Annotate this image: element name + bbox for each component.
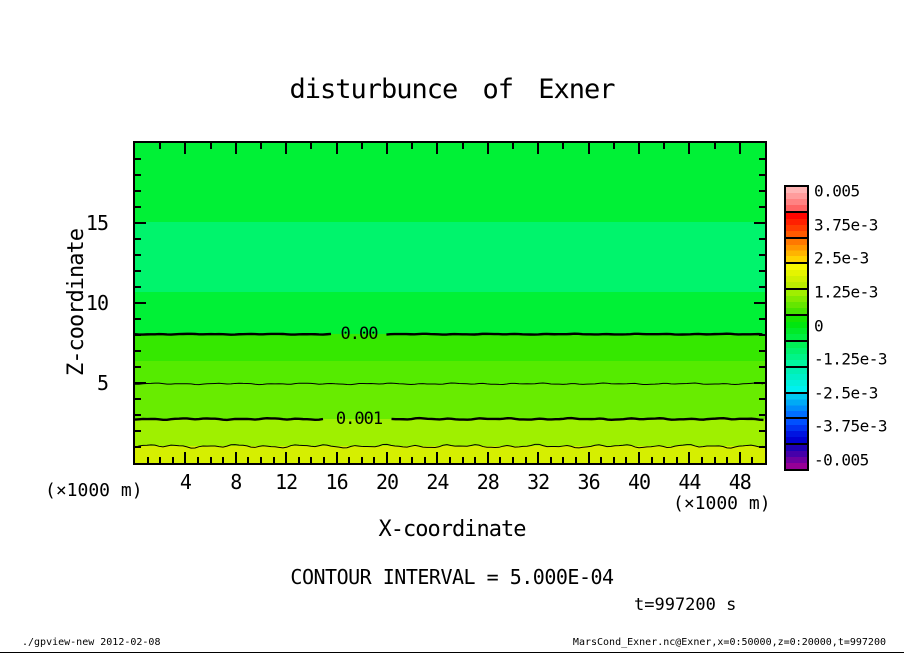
axis-tick — [651, 457, 653, 463]
axis-tick — [235, 143, 237, 154]
x-tick-label: 20 — [375, 470, 399, 494]
axis-tick — [613, 143, 615, 149]
x-axis-unit-right: (×1000 m) — [673, 493, 771, 514]
x-tick-label: 24 — [426, 470, 449, 494]
x-axis-unit-left: (×1000 m) — [45, 480, 143, 501]
colorbar-cell — [786, 316, 807, 342]
axis-tick — [759, 366, 765, 368]
colorbar-cell — [786, 342, 807, 368]
contour-interval-text: CONTOUR INTERVAL = 5.000E-04 — [290, 565, 614, 589]
axis-tick — [739, 452, 741, 463]
axis-tick — [285, 452, 287, 463]
colorbar-tick-label: 0.005 — [814, 181, 860, 201]
axis-tick — [754, 382, 765, 384]
axis-tick — [575, 457, 577, 463]
axis-tick — [663, 457, 665, 463]
footer-source-text: MarsCond_Exner.nc@Exner,x=0:50000,z=0:20000,t=997200 — [572, 637, 886, 648]
axis-tick — [537, 143, 539, 154]
contour-label: 0.001 — [335, 409, 383, 429]
x-tick-label: 4 — [179, 470, 191, 494]
axis-tick — [759, 446, 765, 448]
axis-tick — [474, 457, 476, 463]
x-axis-title: X-coordinate — [378, 517, 526, 542]
axis-tick — [537, 452, 539, 463]
x-tick-label: 36 — [577, 470, 600, 494]
colorbar-tick-label: -1.25e-3 — [814, 349, 888, 369]
axis-tick — [135, 382, 146, 384]
axis-tick — [759, 270, 765, 272]
x-tick-label: 48 — [728, 470, 751, 494]
x-tick-label: 44 — [678, 470, 701, 494]
axis-tick — [135, 414, 141, 416]
x-tick-label: 28 — [476, 470, 499, 494]
axis-tick — [436, 452, 438, 463]
axis-tick — [273, 457, 275, 463]
z-tick-label: 10 — [85, 291, 108, 315]
axis-tick — [759, 238, 765, 240]
plot-frame — [133, 141, 767, 465]
axis-tick — [499, 457, 501, 463]
axis-tick — [235, 452, 237, 463]
footer-command-text: ./gpview-new 2012-02-08 — [22, 637, 161, 648]
axis-tick — [726, 457, 728, 463]
colorbar-cell — [786, 264, 807, 290]
colorbar-tick-label: 0 — [814, 316, 824, 335]
axis-tick — [373, 457, 375, 463]
axis-tick — [222, 457, 224, 463]
axis-tick — [424, 457, 426, 463]
axis-tick — [135, 398, 141, 400]
axis-tick — [135, 286, 141, 288]
axis-tick — [386, 143, 388, 154]
axis-tick — [135, 350, 141, 352]
axis-tick — [759, 286, 765, 288]
colorbar-cell — [786, 368, 807, 394]
z-tick-label: 15 — [85, 211, 108, 235]
axis-tick — [310, 457, 312, 463]
axis-tick — [135, 190, 141, 192]
axis-tick — [759, 158, 765, 160]
axis-tick — [260, 143, 262, 149]
axis-tick — [688, 143, 690, 154]
axis-tick — [714, 143, 716, 149]
axis-tick — [135, 174, 141, 176]
colorbar-cell — [786, 394, 807, 420]
axis-tick — [310, 143, 312, 149]
axis-tick — [184, 143, 186, 154]
axis-tick — [336, 143, 338, 154]
axis-tick — [759, 414, 765, 416]
z-tick-label: 5 — [96, 371, 108, 395]
axis-tick — [348, 457, 350, 463]
axis-tick — [411, 143, 413, 149]
axis-tick — [714, 457, 716, 463]
axis-tick — [135, 238, 141, 240]
axis-tick — [386, 452, 388, 463]
axis-tick — [323, 457, 325, 463]
x-tick-label: 40 — [627, 470, 651, 494]
axis-tick — [336, 452, 338, 463]
x-tick-label: 8 — [230, 470, 242, 494]
x-tick-label: 12 — [275, 470, 298, 494]
z-axis-title: Z-coordinate — [64, 229, 89, 377]
axis-tick — [550, 457, 552, 463]
axis-tick — [210, 457, 212, 463]
axis-tick — [676, 457, 678, 463]
colorbar-tick-label: 1.25e-3 — [814, 282, 878, 302]
axis-tick — [759, 350, 765, 352]
axis-tick — [361, 143, 363, 149]
axis-tick — [588, 143, 590, 154]
axis-tick — [759, 174, 765, 176]
axis-tick — [147, 457, 149, 463]
axis-tick — [135, 334, 141, 336]
axis-tick — [135, 366, 141, 368]
time-label: t=997200 s — [634, 595, 737, 615]
axis-tick — [172, 457, 174, 463]
colorbar-cell — [786, 290, 807, 316]
page-title: disturbunce of Exner — [289, 74, 615, 105]
axis-tick — [298, 457, 300, 463]
axis-tick — [135, 318, 141, 320]
x-tick-label: 16 — [325, 470, 348, 494]
axis-tick — [462, 143, 464, 149]
axis-tick — [210, 143, 212, 149]
axis-tick — [135, 206, 141, 208]
colorbar-cell — [786, 239, 807, 265]
axis-tick — [663, 143, 665, 149]
axis-tick — [562, 143, 564, 149]
axis-tick — [588, 452, 590, 463]
axis-tick — [688, 452, 690, 463]
axis-tick — [135, 254, 141, 256]
axis-tick — [754, 302, 765, 304]
axis-tick — [562, 457, 564, 463]
axis-tick — [197, 457, 199, 463]
axis-tick — [247, 457, 249, 463]
axis-tick — [759, 318, 765, 320]
axis-tick — [759, 206, 765, 208]
colorbar-cell — [786, 187, 807, 213]
axis-tick — [135, 446, 141, 448]
axis-tick — [600, 457, 602, 463]
colorbar-tick-label: -0.005 — [814, 450, 869, 470]
contour-label: 0.00 — [340, 324, 378, 345]
axis-tick — [512, 457, 514, 463]
axis-tick — [361, 457, 363, 463]
axis-tick — [759, 254, 765, 256]
axis-tick — [449, 457, 451, 463]
axis-tick — [411, 457, 413, 463]
axis-tick — [135, 222, 146, 224]
axis-tick — [701, 457, 703, 463]
axis-tick — [462, 457, 464, 463]
axis-tick — [487, 452, 489, 463]
axis-tick — [751, 457, 753, 463]
axis-tick — [625, 457, 627, 463]
axis-tick — [759, 334, 765, 336]
axis-tick — [184, 452, 186, 463]
axis-tick — [285, 143, 287, 154]
axis-tick — [436, 143, 438, 154]
axis-tick — [525, 457, 527, 463]
axis-tick — [135, 158, 141, 160]
axis-tick — [754, 222, 765, 224]
axis-tick — [613, 457, 615, 463]
colorbar-cell — [786, 445, 807, 469]
axis-tick — [159, 457, 161, 463]
axis-tick — [759, 430, 765, 432]
colorbar-tick-label: 2.5e-3 — [814, 248, 869, 268]
axis-tick — [135, 270, 141, 272]
axis-tick — [512, 143, 514, 149]
axis-tick — [159, 143, 161, 149]
footer-divider — [0, 652, 904, 653]
colorbar-tick-label: -3.75e-3 — [814, 416, 888, 436]
axis-tick — [135, 302, 146, 304]
axis-tick — [638, 143, 640, 154]
axis-tick — [759, 190, 765, 192]
colorbar-tick-label: 3.75e-3 — [814, 215, 878, 235]
axis-tick — [487, 143, 489, 154]
x-tick-label: 32 — [527, 470, 550, 494]
axis-tick — [759, 398, 765, 400]
axis-tick — [135, 430, 141, 432]
colorbar-cell — [786, 213, 807, 239]
axis-tick — [399, 457, 401, 463]
colorbar-cell — [786, 419, 807, 445]
axis-tick — [739, 143, 741, 154]
axis-tick — [260, 457, 262, 463]
colorbar — [784, 185, 809, 471]
axis-tick — [638, 452, 640, 463]
colorbar-tick-label: -2.5e-3 — [814, 383, 878, 403]
